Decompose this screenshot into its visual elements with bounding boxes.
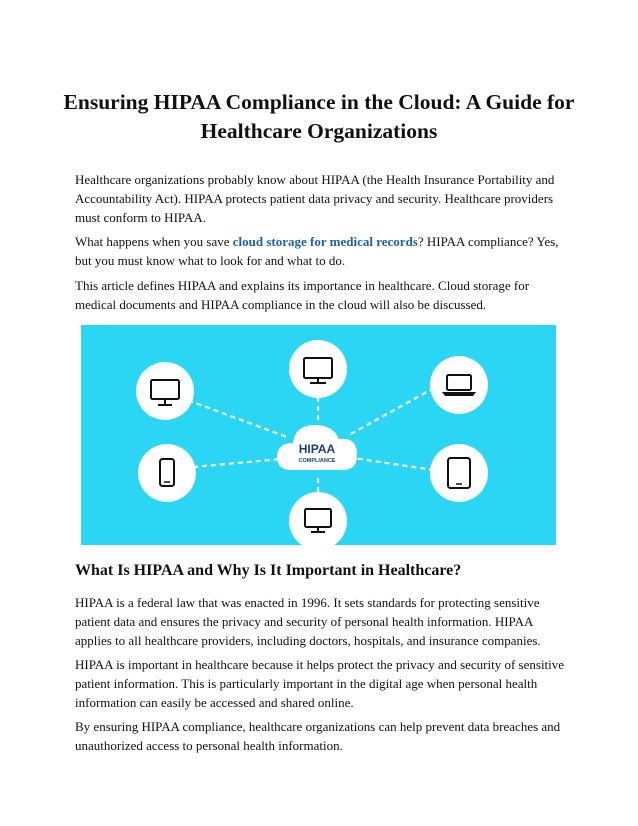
hipaa-cloud-illustration [81, 325, 556, 545]
intro-paragraph-2-text-before: What happens when you save [75, 234, 233, 249]
network-diagram [81, 325, 556, 545]
connector-line [353, 458, 434, 470]
section-paragraph-3: By ensuring HIPAA compliance, healthcare organizations can help prevent data breaches and unauthorized access to personal health information. [75, 719, 561, 753]
connector-line [193, 459, 281, 467]
intro-paragraph-2-text-after: ? HIPAA compliance? Yes, but you must know what to look for and what to do. [75, 234, 559, 268]
desktop-icon [289, 340, 347, 398]
hipaa-logo-text: HIPAA [298, 442, 336, 456]
page-title: Ensuring HIPAA Compliance in the Cloud: A Guide for Healthcare Organizations [63, 90, 575, 143]
laptop-icon [430, 356, 488, 414]
monitor-icon [289, 492, 347, 545]
intro-paragraph-3: This article defines HIPAA and explains its importance in healthcare. Cloud storage for medical documents and HIPAA compliance in the cloud will also be discussed. [75, 278, 530, 312]
smartphone-icon [138, 444, 196, 502]
hipaa-logo-subtext: COMPLIANCE [298, 458, 336, 464]
intro-paragraph-1: Healthcare organizations probably know about HIPAA (the Health Insurance Portability and Accountability Act). HIPAA protects patient data privacy and security. Healthcare providers must conform to HIPAA. [75, 172, 555, 225]
monitor-icon [136, 362, 194, 420]
cloud-storage-link[interactable]: cloud storage for medical records [232, 234, 418, 249]
section-heading: What Is HIPAA and Why Is It Important in Healthcare? [75, 562, 462, 579]
hipaa-cloud-icon [277, 425, 357, 470]
intro-paragraph-2 [75, 232, 565, 270]
connector-line [349, 388, 434, 435]
section-paragraph-1: HIPAA is a federal law that was enacted in 1996. It sets standards for protecting sensitive patient data and ensures the privacy and security of personal health information. HIPAA applies to all healthcare providers, including doctors, hospitals, and insurance companies. [75, 595, 541, 648]
section-paragraph-2: HIPAA is important in healthcare because it helps protect the privacy and security of sensitive patient information. This is particularly important in the digital age when personal health information can easily be accessed and shared online. [75, 657, 565, 710]
tablet-icon [430, 444, 488, 502]
